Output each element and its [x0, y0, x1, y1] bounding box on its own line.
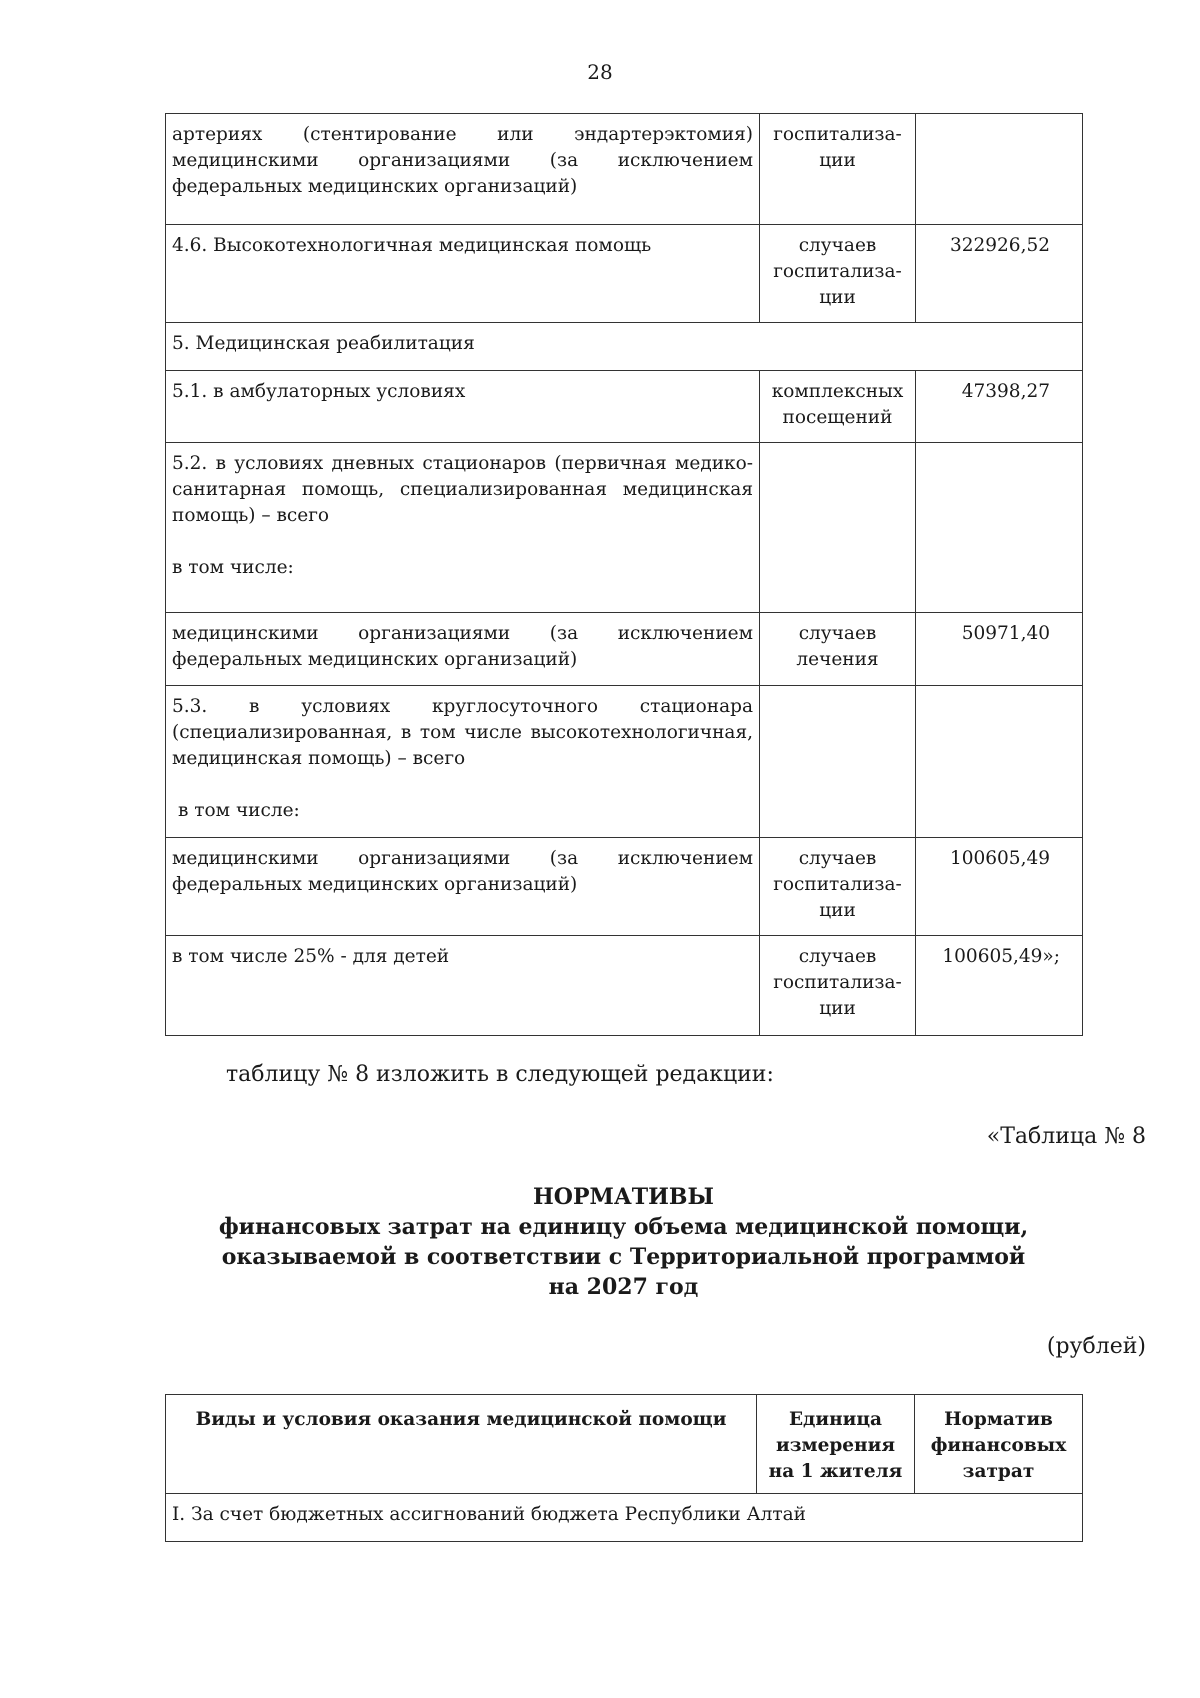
row-value: 50971,40 [916, 613, 1083, 686]
heading-line: на 2027 год [548, 1274, 699, 1300]
table-row [166, 1494, 1083, 1542]
table-row [166, 686, 1083, 838]
table-row [166, 838, 1083, 936]
row-value: 100605,49»; [916, 936, 1083, 1036]
heading-line: оказываемой в соответствии с Территориальной программой [221, 1244, 1026, 1270]
row-unit: случаев госпитализа-ции [760, 838, 916, 936]
row-value [916, 443, 1083, 613]
row-unit: случаев лечения [760, 613, 916, 686]
row-label: медицинскими организациями (за исключением федеральных медицинских организаций) [166, 613, 760, 686]
row-label: 5.1. в амбулаторных условиях [166, 371, 760, 443]
heading-title: НОРМАТИВЫ [533, 1184, 714, 1210]
page-number: 28 [587, 60, 613, 84]
row-value [916, 114, 1083, 225]
amendment-paragraph: таблицу № 8 изложить в следующей редакции: [226, 1062, 774, 1087]
column-header: Норматив финансовых затрат [915, 1395, 1083, 1494]
row-unit: случаев госпитализа-ции [760, 225, 916, 323]
row-sublabel: в том числе: [178, 800, 300, 821]
table-row [166, 936, 1083, 1036]
table-header-row [166, 1395, 1083, 1494]
row-label: медицинскими организациями (за исключением федеральных медицинских организаций) [166, 838, 760, 936]
column-header: Единица измерения на 1 жителя [757, 1395, 915, 1494]
row-value: 322926,52 [916, 225, 1083, 323]
table-heading [165, 1182, 1082, 1302]
table-row [166, 225, 1083, 323]
heading-line: финансовых затрат на единицу объема медицинской помощи, [218, 1214, 1029, 1240]
table-row [166, 371, 1083, 443]
row-unit [760, 686, 916, 838]
section-label: 5. Медицинская реабилитация [166, 323, 1083, 371]
section-label: I. За счет бюджетных ассигнований бюджета Республики Алтай [166, 1494, 1083, 1542]
continued-normatives-table [165, 113, 1083, 1036]
table-label: «Таблица № 8 [986, 1124, 1146, 1149]
row-value: 100605,49 [916, 838, 1083, 936]
table-row [166, 443, 1083, 613]
table-row [166, 114, 1083, 225]
row-sublabel: в том числе: [172, 557, 294, 578]
row-label-cell [166, 686, 760, 838]
normatives-2027-table [165, 1394, 1083, 1542]
units-note: (рублей) [1046, 1334, 1146, 1359]
row-label: 5.2. в условиях дневных стационаров (первичная медико-санитарная помощь, специализированная медицинская помощь) – всего [172, 453, 753, 526]
row-value [916, 686, 1083, 838]
row-unit: комплексных посещений [760, 371, 916, 443]
row-label: 5.3. в условиях круглосуточного стационара (специализированная, в том числе высокотехнологичная, медицинская помощь) – всего [172, 696, 753, 769]
table-row [166, 613, 1083, 686]
row-label: в том числе 25% - для детей [166, 936, 760, 1036]
row-unit [760, 443, 916, 613]
row-unit: госпитализа-ции [760, 114, 916, 225]
row-unit: случаев госпитализа-ции [760, 936, 916, 1036]
row-label: 4.6. Высокотехнологичная медицинская помощь [166, 225, 760, 323]
table-row [166, 323, 1083, 371]
column-header: Виды и условия оказания медицинской помощи [166, 1395, 757, 1494]
row-label-cell [166, 443, 760, 613]
row-value: 47398,27 [916, 371, 1083, 443]
row-label: артериях (стентирование или эндартерэктомия) медицинскими организациями (за исключением федеральных медицинских организаций) [166, 114, 760, 225]
